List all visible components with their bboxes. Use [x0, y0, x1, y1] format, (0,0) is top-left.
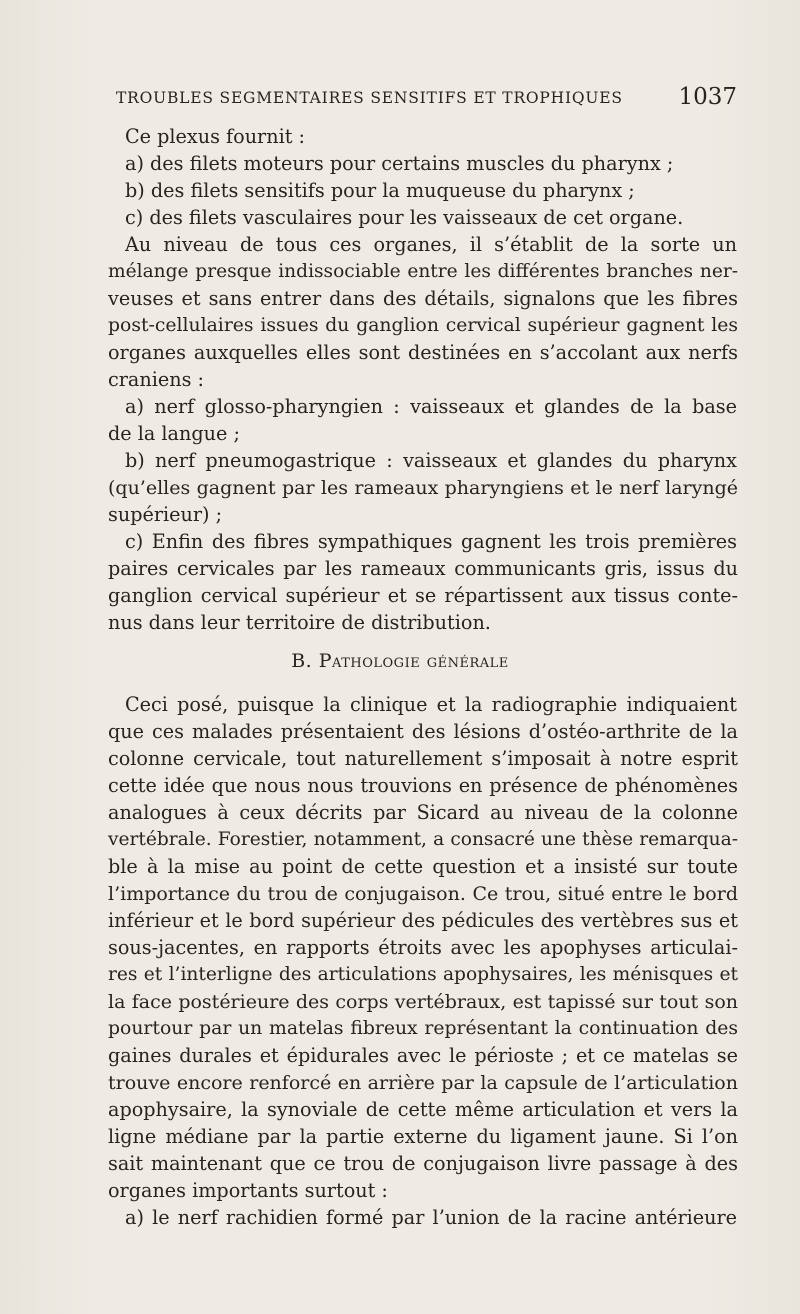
running-head	[108, 84, 740, 114]
text-line: de la langue ;	[108, 422, 240, 445]
page-number: 1037	[678, 84, 737, 110]
text-line: veuses et sans entrer dans des détails, signalons que les fibres	[108, 287, 738, 310]
text-line: supérieur) ;	[108, 503, 223, 526]
text-line: paires cervicales par les rameaux communicants gris, issus du	[108, 557, 738, 580]
text-line: mélange presque indissociable entre les différentes branches ner-	[108, 261, 738, 282]
text-line: apophysaire, la synoviale de cette même articulation et vers la	[108, 1098, 738, 1121]
text-line: l’importance du trou de conjugaison. Ce trou, situé entre le bord	[108, 883, 738, 905]
text-line: nus dans leur territoire de distribution.	[108, 611, 491, 634]
text-line: gaines durales et épidurales avec le périoste ; et ce matelas se	[108, 1044, 738, 1067]
text-line: a) le nerf rachidien formé par l’union de la racine antérieure	[125, 1206, 737, 1229]
section-letter: B.	[291, 650, 313, 672]
text-line: vertébrale. Forestier, notamment, a consacré une thèse remarqua-	[108, 829, 738, 850]
text-line: c) des filets vasculaires pour les vaisseaux de cet organe.	[125, 206, 684, 229]
text-line: c) Enfin des fibres sympathiques gagnent les trois premières	[125, 530, 737, 553]
text-line: pourtour par un matelas fibreux représentant la continuation des	[108, 1018, 738, 1039]
text-line: sait maintenant que ce trou de conjugaison livre passage à des	[108, 1152, 738, 1175]
text-line: trouve encore renforcé en arrière par la capsule de l’articulation	[108, 1072, 738, 1094]
text-line: organes auxquelles elles sont destinées en s’accolant aux nerfs	[108, 341, 738, 364]
text-line: b) nerf pneumogastrique : vaisseaux et glandes du pharynx	[125, 449, 737, 472]
text-line: (qu’elles gagnent par les rameaux pharyngiens et le nerf laryngé	[108, 477, 738, 499]
text-line: Ce plexus fournit :	[125, 125, 305, 148]
text-line: analogues à ceux décrits par Sicard au niveau de la colonne	[108, 801, 738, 824]
text-line: sous-jacentes, en rapports étroits avec les apophyses articulai-	[108, 936, 738, 959]
text-line: organes importants surtout :	[108, 1179, 388, 1202]
text-line: ligne médiane par la partie externe du ligament jaune. Si l’on	[108, 1125, 738, 1148]
text-line: Ceci posé, puisque la clinique et la radiographie indiquaient	[125, 693, 737, 716]
text-line: cette idée que nous nous trouvions en présence de phénomènes	[108, 774, 738, 797]
text-line: ganglion cervical supérieur et se répartissent aux tissus conte-	[108, 584, 738, 607]
text-line: colonne cervicale, tout naturellement s’imposait à notre esprit	[108, 747, 738, 770]
text-line: a) nerf glosso-pharyngien : vaisseaux et glandes de la base	[125, 395, 737, 418]
text-line: Au niveau de tous ces organes, il s’établit de la sorte un	[125, 233, 737, 256]
text-line: craniens :	[108, 368, 204, 391]
text-line: que ces malades présentaient des lésions d’ostéo-arthrite de la	[108, 720, 738, 743]
text-line: inférieur et le bord supérieur des pédicules des vertèbres sus et	[108, 909, 738, 932]
text-line: la face postérieure des corps vertébraux, est tapissé sur tout son	[108, 991, 738, 1013]
running-title: TROUBLES SEGMENTAIRES SENSITIFS ET TROPHIQUES	[116, 89, 623, 107]
text-line: a) des filets moteurs pour certains muscles du pharynx ;	[125, 152, 674, 175]
text-line: b) des filets sensitifs pour la muqueuse du pharynx ;	[125, 179, 635, 202]
section-title: Pathologie générale	[318, 650, 509, 672]
text-line: ble à la mise au point de cette question et a insisté sur toute	[108, 855, 738, 878]
text-line: res et l’interligne des articulations apophysaires, les ménisques et	[108, 964, 738, 985]
text-line: post-cellulaires issues du ganglion cervical supérieur gagnent les	[108, 315, 738, 336]
section-heading	[0, 650, 800, 678]
